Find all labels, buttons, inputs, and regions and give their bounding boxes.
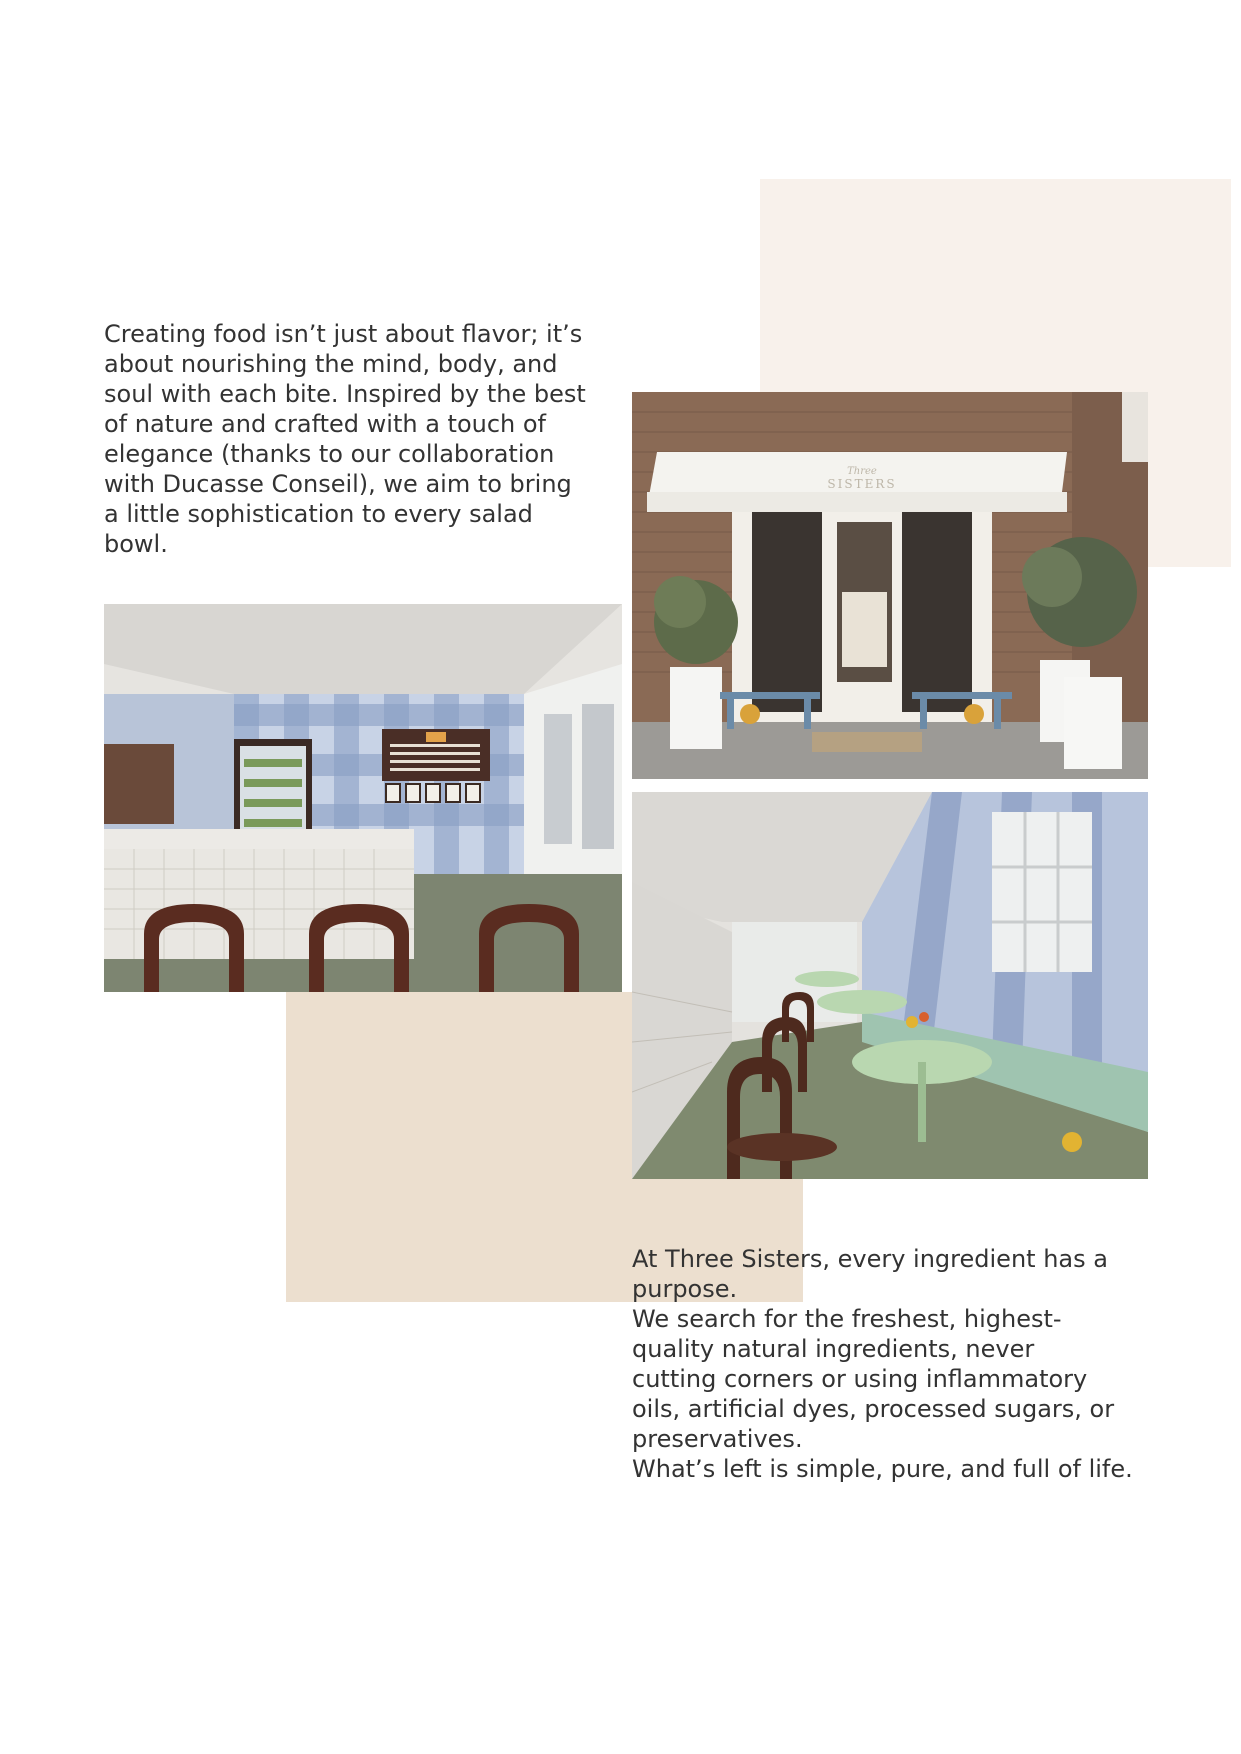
purpose-line: quality natural ingredients, never [632, 1335, 1035, 1363]
awning-name-text: SISTERS [827, 477, 897, 491]
purpose-line: oils, artificial dyes, processed sugars, or [632, 1395, 1115, 1423]
purpose-line: At Three Sisters, every ingredient has a [632, 1245, 1108, 1273]
awning-script-text: Three [847, 466, 877, 477]
purpose-line: We search for the freshest, highest- [632, 1305, 1062, 1333]
interior-seating-photo [632, 792, 1148, 1179]
storefront-photo [632, 392, 1148, 779]
intro-line: with Ducasse Conseil), we aim to bring [104, 470, 572, 498]
intro-line: bowl. [104, 530, 168, 558]
purpose-line: purpose. [632, 1275, 738, 1303]
purpose-line: preservatives. [632, 1425, 803, 1453]
intro-paragraph [104, 319, 624, 559]
purpose-line: What’s left is simple, pure, and full of life. [632, 1455, 1133, 1483]
intro-line: about nourishing the mind, body, and [104, 350, 558, 378]
purpose-paragraph [632, 1244, 1192, 1484]
intro-line: a little sophistication to every salad [104, 500, 533, 528]
intro-line: Creating food isn’t just about flavor; it’s [104, 320, 583, 348]
intro-line: elegance (thanks to our collaboration [104, 440, 555, 468]
intro-line: soul with each bite. Inspired by the best [104, 380, 586, 408]
purpose-line: cutting corners or using inflammatory [632, 1365, 1088, 1393]
intro-line: of nature and crafted with a touch of [104, 410, 547, 438]
interior-counter-photo [104, 604, 622, 992]
